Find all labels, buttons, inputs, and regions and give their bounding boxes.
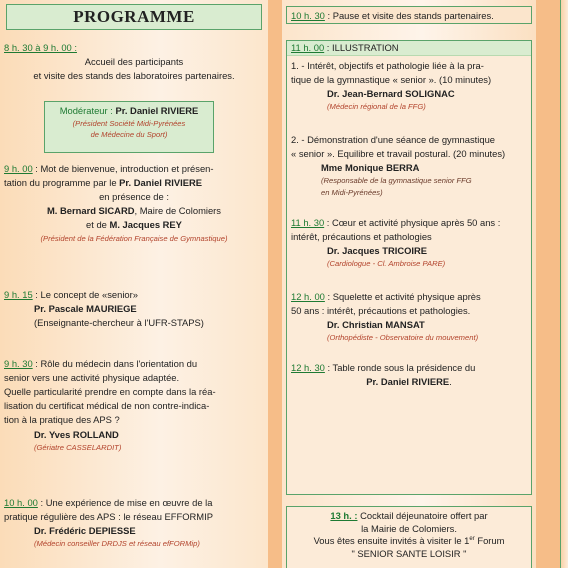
session-0900-text3: en présence de : xyxy=(99,191,169,203)
session-1000-time: 10 h. 00 xyxy=(4,497,38,508)
session-1230-line1: : Table ronde sous la présidence du xyxy=(324,362,476,374)
session-1130-speaker: Dr. Jacques TRICOIRE xyxy=(327,245,428,257)
welcome-line1: Accueil des participants xyxy=(84,56,184,68)
moderator-role1: (Président Société Midi-Pyrénées xyxy=(72,119,186,129)
illustration-part2-line2: « senior ». Equilibre et travail postural. (20 minutes) xyxy=(291,147,506,159)
pause-text: : Pause et visite des stands partenaires. xyxy=(324,10,494,21)
session-1000 xyxy=(4,496,264,550)
session-1000-role: (Médecin conseiller DRDJS et réseau efFORMip) xyxy=(34,539,200,549)
session-0900-text5a: et de xyxy=(86,219,110,231)
session-0900-text2a: tation du programme par le xyxy=(4,177,120,189)
illustration-part1-line2: tique de la gymnastique « senior ». (10 minutes) xyxy=(291,74,492,86)
session-1130-role: (Cardiologue - Cl. Ambroise PARE) xyxy=(327,259,446,269)
session-1230-time: 12 h. 30 xyxy=(291,362,325,374)
session-1000-line1: : Une expérience de mise en œuvre de la xyxy=(37,497,213,508)
cocktail-line3b: Forum xyxy=(474,535,505,547)
session-1130-line1: : Cœur et activité physique après 50 ans : xyxy=(324,216,501,228)
pause-time: 10 h. 30 xyxy=(291,10,325,21)
session-0930-line3: Quelle particularité prendre en compte dans la réa- xyxy=(4,386,216,398)
session-0930-line4: lisation du certificat médical de non contre-indica- xyxy=(4,400,210,412)
column-gap-left xyxy=(268,0,282,568)
welcome-line2: et visite des stands des laboratoires partenaires. xyxy=(33,70,235,82)
illustration-part1-speaker: Dr. Jean-Bernard SOLIGNAC xyxy=(327,88,455,100)
session-0900 xyxy=(4,162,264,244)
welcome-time: 8 h. 30 à 9 h. 00 : xyxy=(4,42,77,53)
middle-column xyxy=(282,0,536,568)
session-0900-mayor-role: , Maire de Colomiers xyxy=(134,205,221,217)
moderator-box xyxy=(44,101,214,153)
session-1200-time: 12 h. 00 xyxy=(291,290,325,302)
cocktail-line4: " SENIOR SANTE LOISIR " xyxy=(351,548,467,560)
session-0900-guest: M. Jacques REY xyxy=(109,219,182,231)
session-0930 xyxy=(4,357,264,453)
session-0930-line2: senior vers une activité physique adaptée. xyxy=(4,372,180,384)
session-0900-time: 9 h. 00 xyxy=(4,163,33,174)
illustration-part2-speaker: Mme Monique BERRA xyxy=(321,162,420,174)
session-1200-speaker: Dr. Christian MANSAT xyxy=(327,318,425,330)
session-0900-speaker: Pr. Daniel RIVIERE xyxy=(119,177,203,189)
right-column-edge xyxy=(560,0,568,568)
illustration-part2-role2: en Midi-Pyrénées) xyxy=(321,187,383,197)
illustration-box xyxy=(286,40,532,495)
illustration-part1-line1: 1. - Intérêt, objectifs et pathologie liée à la pra- xyxy=(291,60,484,72)
session-0900-guest-role: (Président de la Fédération Française de Gymnastique) xyxy=(40,233,228,243)
session-1230-dot: . xyxy=(449,376,452,388)
session-1230-speaker: Pr. Daniel RIVIERE xyxy=(366,376,450,388)
session-0930-role: (Gériatre CASSELARDIT) xyxy=(34,442,122,452)
session-1000-line2: pratique régulière des APS : le réseau EFFORMIP xyxy=(4,511,213,523)
session-0915 xyxy=(4,288,264,330)
left-column xyxy=(0,0,268,568)
session-0930-time: 9 h. 30 xyxy=(4,358,33,369)
session-1200-role: (Orthopédiste - Observatoire du mouvement) xyxy=(327,332,479,342)
session-0930-line1: : Rôle du médecin dans l'orientation du xyxy=(32,358,198,369)
session-1200-line2: 50 ans : intérêt, précautions et pathologies. xyxy=(291,304,471,316)
welcome-block xyxy=(4,41,264,83)
session-0915-role: (Enseignante-chercheur à l'UFR-STAPS) xyxy=(34,317,204,329)
moderator-name: Pr. Daniel RIVIERE xyxy=(115,105,199,116)
programme-title: PROGRAMME xyxy=(6,4,262,30)
pause-box xyxy=(286,6,532,24)
session-0900-mayor: M. Bernard SICARD xyxy=(46,205,135,217)
moderator-label: Modérateur : xyxy=(59,105,116,116)
session-0930-speaker: Dr. Yves ROLLAND xyxy=(34,428,119,440)
session-1200-line1: : Squelette et activité physique après xyxy=(324,290,481,302)
column-gap-right xyxy=(536,0,560,568)
cocktail-line3-sup: er xyxy=(469,536,475,543)
cocktail-line1: Cocktail déjeunatoire offert par xyxy=(357,510,488,521)
cocktail-time: 13 h. : xyxy=(330,510,358,521)
session-1130-line2: intérêt, précautions et pathologies xyxy=(291,231,432,243)
session-0900-text1: : Mot de bienvenue, introduction et présen- xyxy=(32,163,214,174)
session-0915-time: 9 h. 15 xyxy=(4,289,33,300)
moderator-role2: de Médecine du Sport) xyxy=(90,130,168,140)
illustration-part2-line1: 2. - Démonstration d'une séance de gymnastique xyxy=(291,133,495,145)
cocktail-line2: la Mairie de Colomiers. xyxy=(361,522,457,534)
session-0930-line5: tion à la pratique des APS ? xyxy=(4,414,120,426)
illustration-part1-role: (Médecin régional de la FFG) xyxy=(327,102,426,112)
session-1130-time: 11 h. 30 xyxy=(291,216,325,228)
session-0915-text: : Le concept de «senior» xyxy=(32,289,138,300)
session-0915-speaker: Pr. Pascale MAURIEGE xyxy=(34,303,137,315)
illustration-time: 11 h. 00 xyxy=(291,42,325,53)
cocktail-box xyxy=(286,506,532,568)
cocktail-line3a: Vous êtes ensuite invités à visiter le 1 xyxy=(313,535,470,547)
session-1000-speaker: Dr. Frédéric DEPIESSE xyxy=(34,525,136,537)
illustration-part2-role1: (Responsable de la gymnastique senior FFG xyxy=(321,176,472,186)
illustration-title: : ILLUSTRATION xyxy=(324,42,399,53)
